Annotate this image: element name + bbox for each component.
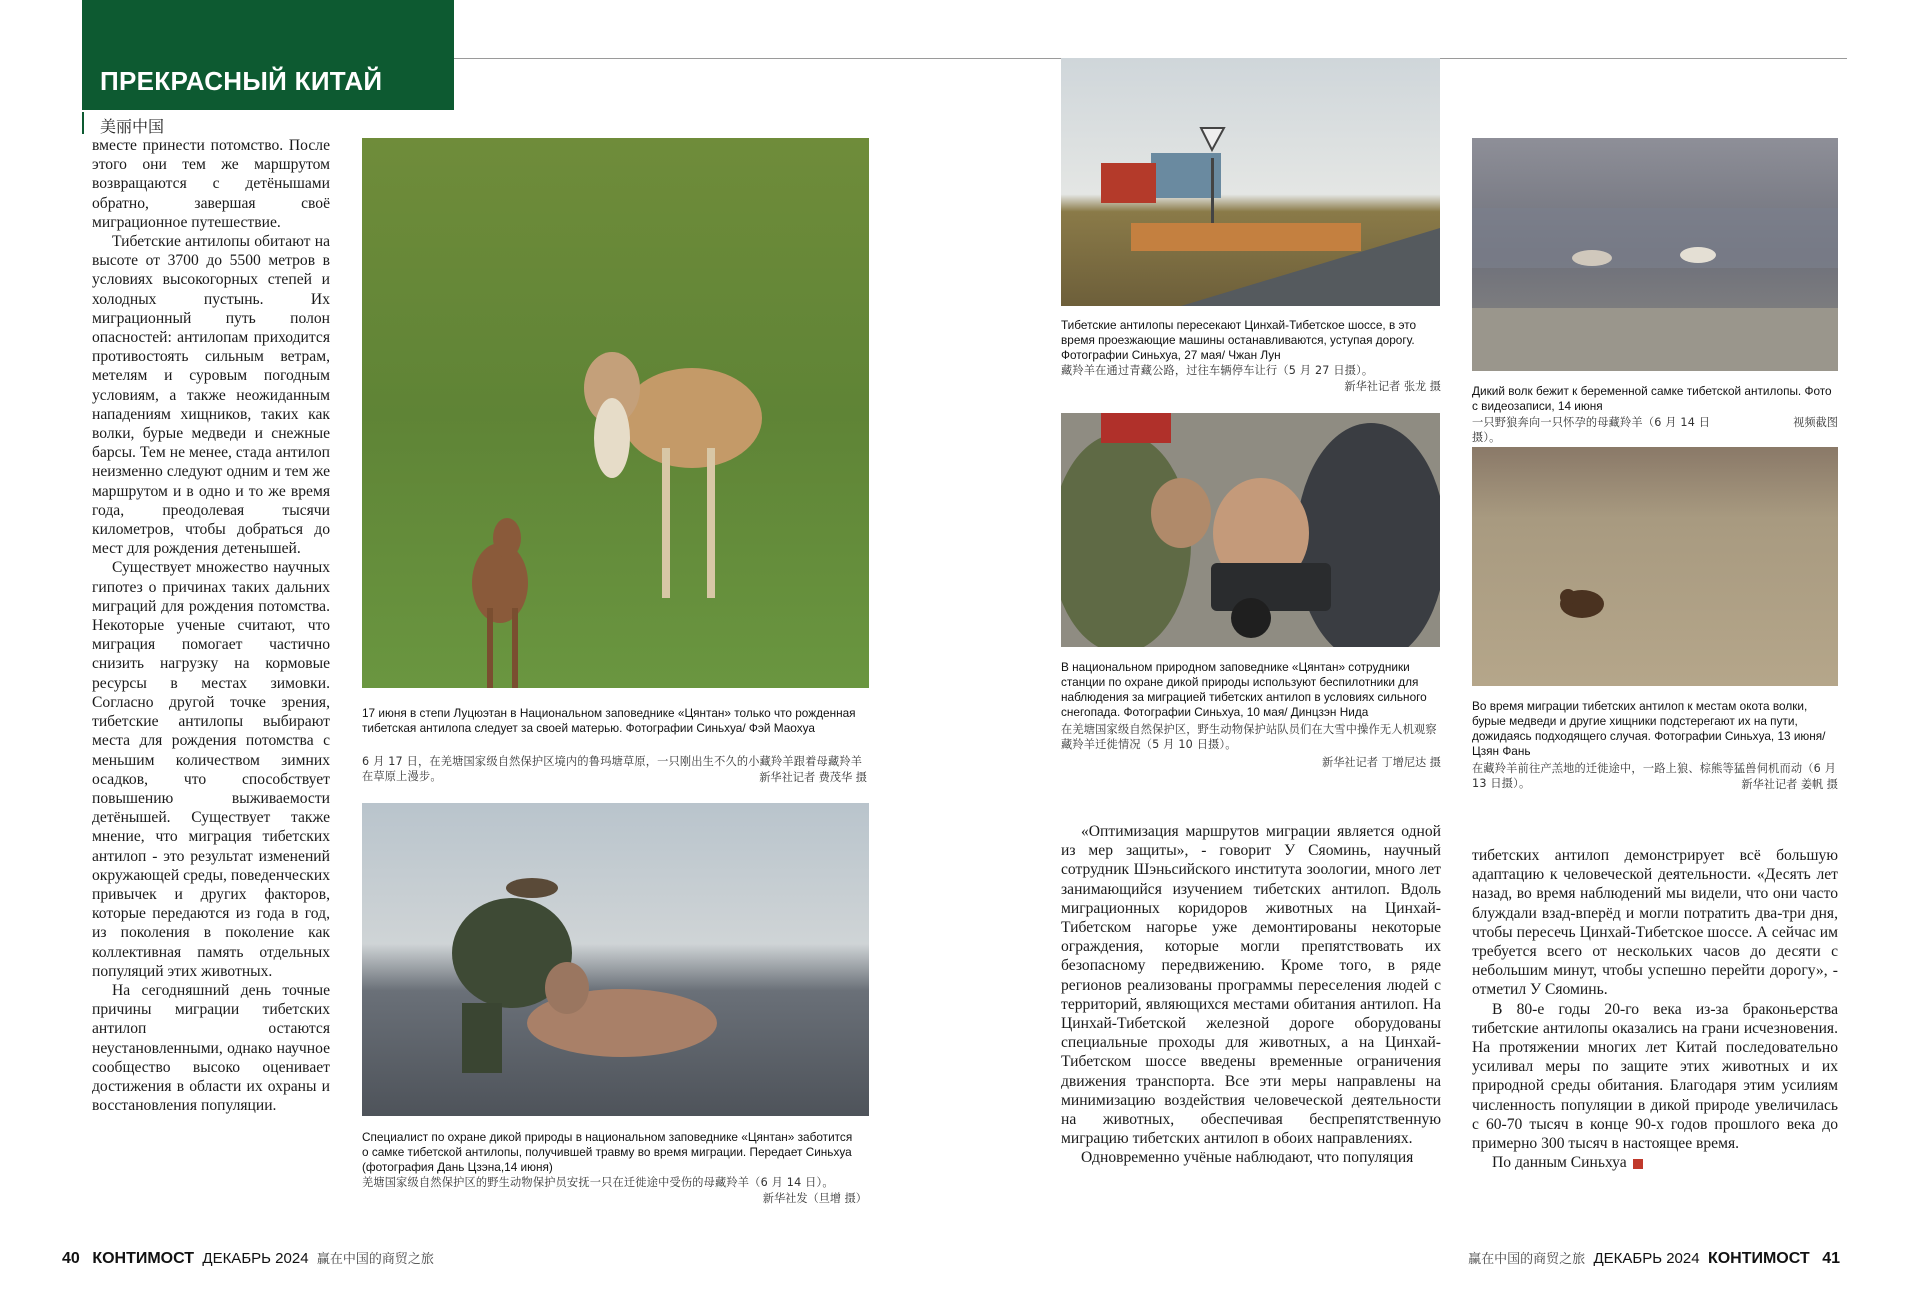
photo1-caption-cn: 6 月 17 日，在羌塘国家级自然保护区境内的鲁玛塘草原，一只刚出生不久的小藏羚羊跟着母藏羚羊在草原上漫步。 — [362, 755, 863, 783]
slogan-right: 赢在中国的商贸之旅 — [1468, 1252, 1586, 1267]
footer-left — [62, 1248, 434, 1268]
photo1-credit: 新华社记者 费茂华 摄 — [759, 771, 867, 784]
photo6-credit: 新华社记者 姜帆 摄 — [1741, 778, 1838, 791]
paragraph: На сегодняшний день точные причины миграции тибетских антилоп остаются неустановленными, однако научное сообщество высоко оценивает достижения в области их охраны и восстановления популяции. — [92, 981, 330, 1115]
slogan-left: 赢在中国的商贸之旅 — [316, 1252, 434, 1267]
left-text-column — [92, 136, 330, 1115]
issue-date-left: ДЕКАБРЬ 2024 — [202, 1250, 309, 1267]
magazine-brand-right: КОНТИМОСТ — [1707, 1250, 1810, 1267]
page-number-right: 41 — [1822, 1250, 1840, 1267]
photo5-credit: 视频截图 — [1793, 416, 1838, 429]
section-title-cn: 美丽中国 — [100, 117, 165, 136]
paragraph: «Оптимизация маршрутов миграции является одной из мер защиты», - говорит У Сяоминь, научный сотрудник Шэньсийского института зоологии, много лет занимающийся изучением тибетских антилоп. Вдоль миграционных коридоров животных на Цинхай-Тибетском нагорье уже демонтированы некоторые ограждения, которые могли препятствовать их безопасному передвижению. Кроме того, в ряде регионов реализованы программы переселения людей с территорий, являющихся местами обитания антилоп. На Цинхай-Тибетской железной дороге оборудованы специальные проходы для животных, а на Цинхай-Тибетском шоссе введены временные ограничения движения транспорта. Все эти меры направлены на минимизацию воздействия человеческой деятельности на животных, обеспечивая беспрепятственную миграцию тибетских антилоп в обоих направлениях. — [1061, 823, 1441, 1148]
photo2-credit: 新华社发（旦增 摄） — [762, 1192, 867, 1205]
end-of-article-mark — [1633, 1159, 1643, 1169]
page-number-left: 40 — [62, 1250, 80, 1267]
issue-date-right: ДЕКАБРЬ 2024 — [1593, 1250, 1700, 1267]
section-title: ПРЕКРАСНЫЙ КИТАЙ — [100, 66, 383, 96]
photo4-caption: В национальном природном заповеднике «Цянтан» сотрудники станции по охране дикой природы используют беспилотники для наблюдения за миграцией тибетских антилоп в условиях сильного снегопада. Фотографии Синьхуа, 10 мая/ Динцзэн Нида — [1061, 660, 1427, 719]
photo2-caption-cn: 羌塘国家级自然保护区的野生动物保护员安抚一只在迁徙途中受伤的母藏羚羊（6 月 14 日）。 — [362, 1176, 834, 1189]
photo5-caption-cn: 一只野狼奔向一只怀孕的母藏羚羊（6 月 14 日摄）。 — [1472, 416, 1711, 444]
photo-antelope-mother-calf — [362, 138, 869, 688]
photo3-credit: 新华社记者 张龙 摄 — [1344, 380, 1441, 393]
photo3-caption: Тибетские антилопы пересекают Цинхай-Тибетское шоссе, в это время проезжающие машины останавливаются, уступая дорогу. Фотографии Синьхуа, 27 мая/ Чжан Лун — [1061, 318, 1417, 362]
photo-ranger-injured-antelope — [362, 803, 869, 1116]
magazine-brand-left: КОНТИМОСТ — [92, 1250, 195, 1267]
right-text-column-1 — [1061, 822, 1441, 1168]
photo-antelopes-crossing-highway — [1061, 58, 1440, 306]
paragraph — [1472, 1153, 1838, 1172]
paragraph: Тибетские антилопы обитают на высоте от 3700 до 5500 метров в условиях высокогорных степей и холодных пустынь. Их миграционный путь полон опасностей: антилопам приходится противостоять сильным ветрам, метелям и суровым погодным условиям, а также неожиданным нападениям хищников, таких как волки, бурые медведи и снежные барсы. Тем не менее, стада антилоп неизменно следуют одним и тем же маршрутом и в одно и то же время года, преодолевая тысячи километров, чтобы добраться до мест для рождения детенышей. — [92, 233, 330, 558]
header-accent-rule — [82, 112, 84, 134]
photo-brown-bear — [1472, 447, 1838, 686]
photo4-caption-cn: 在羌塘国家级自然保护区，野生动物保护站队员们在大雪中操作无人机观察藏羚羊迁徙情况（5 月 10 日摄）。 — [1061, 723, 1437, 751]
photo1-caption: 17 июня в степи Луцюэтан в Национальном заповеднике «Цянтан» только что рожденная тибетская антилопа следует за своей матерью. Фотографии Синьхуа/ Фэй Маохуа — [362, 706, 856, 735]
photo6-caption: Во время миграции тибетских антилоп к местам окота волки, бурые медведи и другие хищники подстерегают их на пути, дожидаясь подходящего случая. Фотографии Синьхуа, 13 июня/ Цзян Фань — [1472, 699, 1826, 758]
photo2-caption: Специалист по охране дикой природы в национальном заповеднике «Цянтан» заботится о самке тибетской антилопы, получившей травму во время миграции. Передает Синьхуа (фотография Дань Цзэна,14 июня) — [362, 1130, 853, 1174]
paragraph: вместе принести потомство. После этого они тем же маршрутом возвращаются с детёнышами обратно, завершая своё миграционное путешествие. — [92, 137, 330, 231]
paragraph: Одновременно учёные наблюдают, что популяция — [1081, 1149, 1414, 1167]
photo5-caption: Дикий волк бежит к беременной самке тибетской антилопы. Фото с видеозаписи, 14 июня — [1472, 384, 1832, 413]
right-text-column-2 — [1472, 846, 1838, 1172]
photo-rangers-drone — [1061, 413, 1440, 647]
photo6-caption-cn: 在藏羚羊前往产羔地的迁徙途中，一路上狼、棕熊等猛兽伺机而动（6 月 13 日摄）。 — [1472, 762, 1837, 790]
paragraph: В 80-е годы 20-го века из-за браконьерства тибетские антилопы оказались на грани исчезновения. На протяжении многих лет Китай последовательно усиливал меры по защите этих животных и их природной среды обитания. Благодаря этим усилиям численность популяции в дикой природе увеличилась с 60-70 тысяч в конце 90-х годов прошлого века до примерно 300 тысяч в настоящее время. — [1472, 1000, 1838, 1153]
photo-wolf-running — [1472, 138, 1838, 371]
source-attribution: По данным Синьхуа — [1492, 1154, 1627, 1172]
footer-right — [1468, 1248, 1840, 1268]
paragraph: тибетских антилоп демонстрирует всё большую адаптацию к человеческой деятельности. «Десять лет назад, во время наблюдений мы видели, что они часто блуждали взад-вперёд и могли потратить два-три дня, чтобы пересечь Цинхай-Тибетское шоссе. А сейчас им требуется всего от нескольких часов до десяти с небольшим минут, чтобы успешно перейти дорогу», - отметил У Сяоминь. — [1472, 847, 1838, 999]
photo4-credit: 新华社记者 丁增尼达 摄 — [1322, 756, 1441, 769]
paragraph: Существует множество научных гипотез о причинах таких дальних миграций для рождения потомства. Некоторые ученые считают, что миграция помогает частично снизить нагрузку на кормовые ресурсы в местах зимовки. Согласно другой точке зрения, тибетские антилопы выбирают места для рождения потомства с меньшим количеством зимних осадков, что способствует повышению выживаемости детёнышей. Существует также мнение, что миграция тибетских антилоп - это результат изменений окружающей среды, поведенческих привычек и других факторов, которые передаются из года в год, из поколения в поколение как коллективная память отдельных популяций этих животных. — [92, 559, 330, 980]
photo3-caption-cn: 藏羚羊在通过青藏公路，过往车辆停车让行（5 月 27 日摄）。 — [1061, 364, 1374, 377]
